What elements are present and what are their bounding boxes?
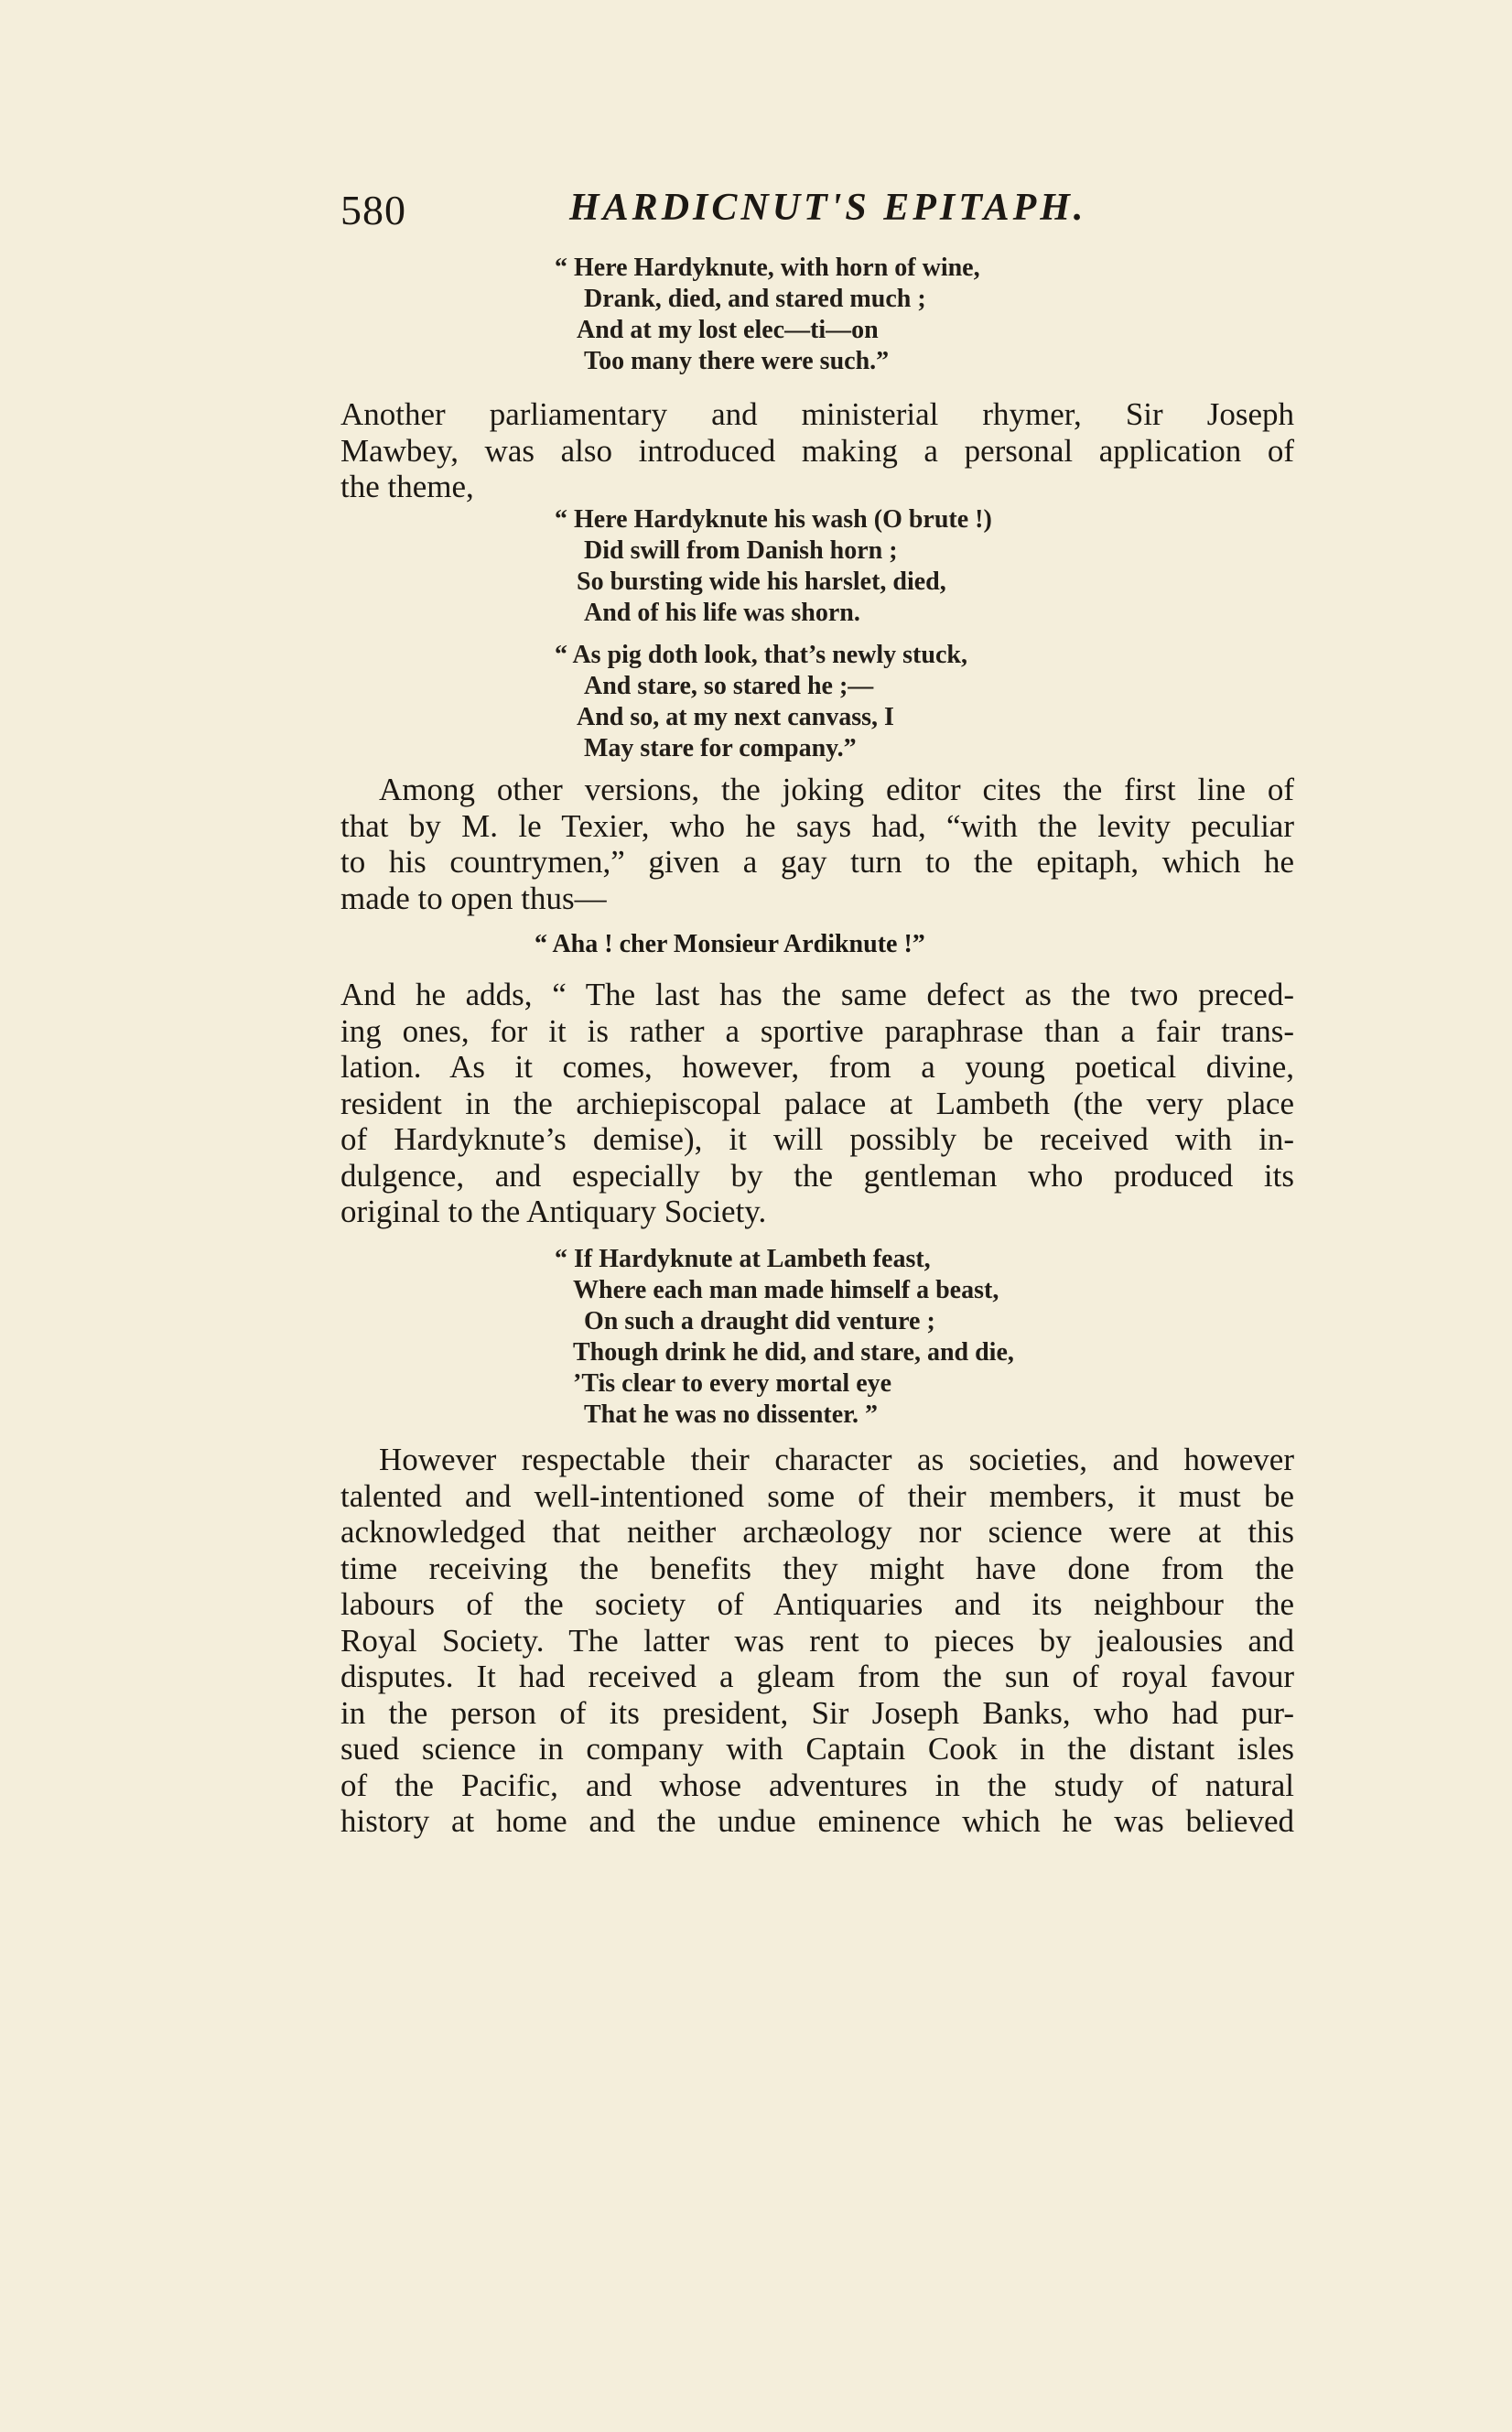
text-line: Mawbey, was also introduced making a personal application of xyxy=(340,432,1294,469)
text-line: in the person of its president, Sir Joseph Banks, who had pur- xyxy=(340,1694,1294,1731)
poem-hardyknute-wine xyxy=(555,253,980,377)
poem-line: “ As pig doth look, that’s newly stuck, xyxy=(555,641,967,669)
page-number: 580 xyxy=(340,187,406,233)
poem-line: On such a draught did venture ; xyxy=(584,1307,935,1335)
text-line: the theme, xyxy=(340,469,474,504)
text-line: to his countrymen,” given a gay turn to the epitaph, which he xyxy=(340,844,1294,880)
page-header xyxy=(340,186,1311,241)
text-line: Royal Society. The latter was rent to pieces by jealousies and xyxy=(340,1622,1294,1659)
text-line: that by M. le Texier, who he says had, “with the levity peculiar xyxy=(340,807,1294,844)
text-line: labours of the society of Antiquaries and its neighbour the xyxy=(340,1586,1294,1622)
quote-ardiknute: “ Aha ! cher Monsieur Ardiknute !” xyxy=(535,930,925,958)
text-line: disputes. It had received a gleam from the sun of royal favour xyxy=(340,1659,1294,1694)
text-line: Among other versions, the joking editor cites the first line of xyxy=(379,772,1294,807)
poem-line: And of his life was shorn. xyxy=(584,599,860,627)
text-line: of Hardyknute’s demise), it will possibly be received with in- xyxy=(340,1121,1294,1157)
text-line: dulgence, and especially by the gentleman who produced its xyxy=(340,1157,1294,1194)
poem-line: And at my lost elec—ti—on xyxy=(577,316,879,344)
poem-line: ’Tis clear to every mortal eye xyxy=(573,1369,892,1398)
paragraph-texier xyxy=(340,772,1294,916)
poem-line: And so, at my next canvass, I xyxy=(577,703,894,731)
paragraph-mawbey xyxy=(340,396,1294,505)
poem-line: Though drink he did, and stare, and die, xyxy=(573,1338,1014,1367)
poem-line: Drank, died, and stared much ; xyxy=(584,285,926,313)
text-line: Another parliamentary and ministerial rhymer, Sir Joseph xyxy=(340,396,1294,432)
text-line: resident in the archiepiscopal palace at Lambeth (the very place xyxy=(340,1085,1294,1121)
running-title: HARDICNUT'S EPITAPH. xyxy=(569,187,1087,229)
text-line: original to the Antiquary Society. xyxy=(340,1194,767,1229)
text-line: of the Pacific, and whose adventures in the study of natural xyxy=(340,1767,1294,1803)
text-line: However respectable their character as societies, and however xyxy=(379,1442,1294,1477)
poem-line: Did swill from Danish horn ; xyxy=(584,536,898,565)
poem-line: Where each man made himself a beast, xyxy=(573,1276,999,1304)
poem-line: “ Here Hardyknute his wash (O brute !) xyxy=(555,505,992,534)
text-line: And he adds, “ The last has the same defect as the two preced- xyxy=(340,977,1294,1012)
poem-line: Too many there were such.” xyxy=(584,347,890,375)
poem-line: “ If Hardyknute at Lambeth feast, xyxy=(555,1245,931,1273)
poem-line: May stare for company.” xyxy=(584,734,857,762)
text-line: acknowledged that neither archæology nor science were at this xyxy=(340,1514,1294,1550)
poem-lambeth-feast xyxy=(555,1244,1014,1431)
text-line: talented and well-intentioned some of their members, it must be xyxy=(340,1477,1294,1514)
poem-line: And stare, so stared he ;— xyxy=(584,672,874,700)
poem-line: So bursting wide his harslet, died, xyxy=(577,567,946,596)
paragraph-lambeth xyxy=(340,977,1294,1230)
text-line: lation. As it comes, however, from a young poetical divine, xyxy=(340,1049,1294,1085)
text-line: sued science in company with Captain Cook in the distant isles xyxy=(340,1731,1294,1767)
text-line: history at home and the undue eminence which he was believed xyxy=(340,1803,1294,1839)
paragraph-societies xyxy=(340,1442,1294,1840)
poem-line: That he was no dissenter. ” xyxy=(584,1400,879,1429)
poem-hardyknute-wash xyxy=(555,504,992,764)
text-line: time receiving the benefits they might have done from the xyxy=(340,1550,1294,1586)
poem-line: “ Here Hardyknute, with horn of wine, xyxy=(555,254,980,282)
text-line: made to open thus— xyxy=(340,880,607,916)
text-line: ing ones, for it is rather a sportive paraphrase than a fair trans- xyxy=(340,1012,1294,1049)
